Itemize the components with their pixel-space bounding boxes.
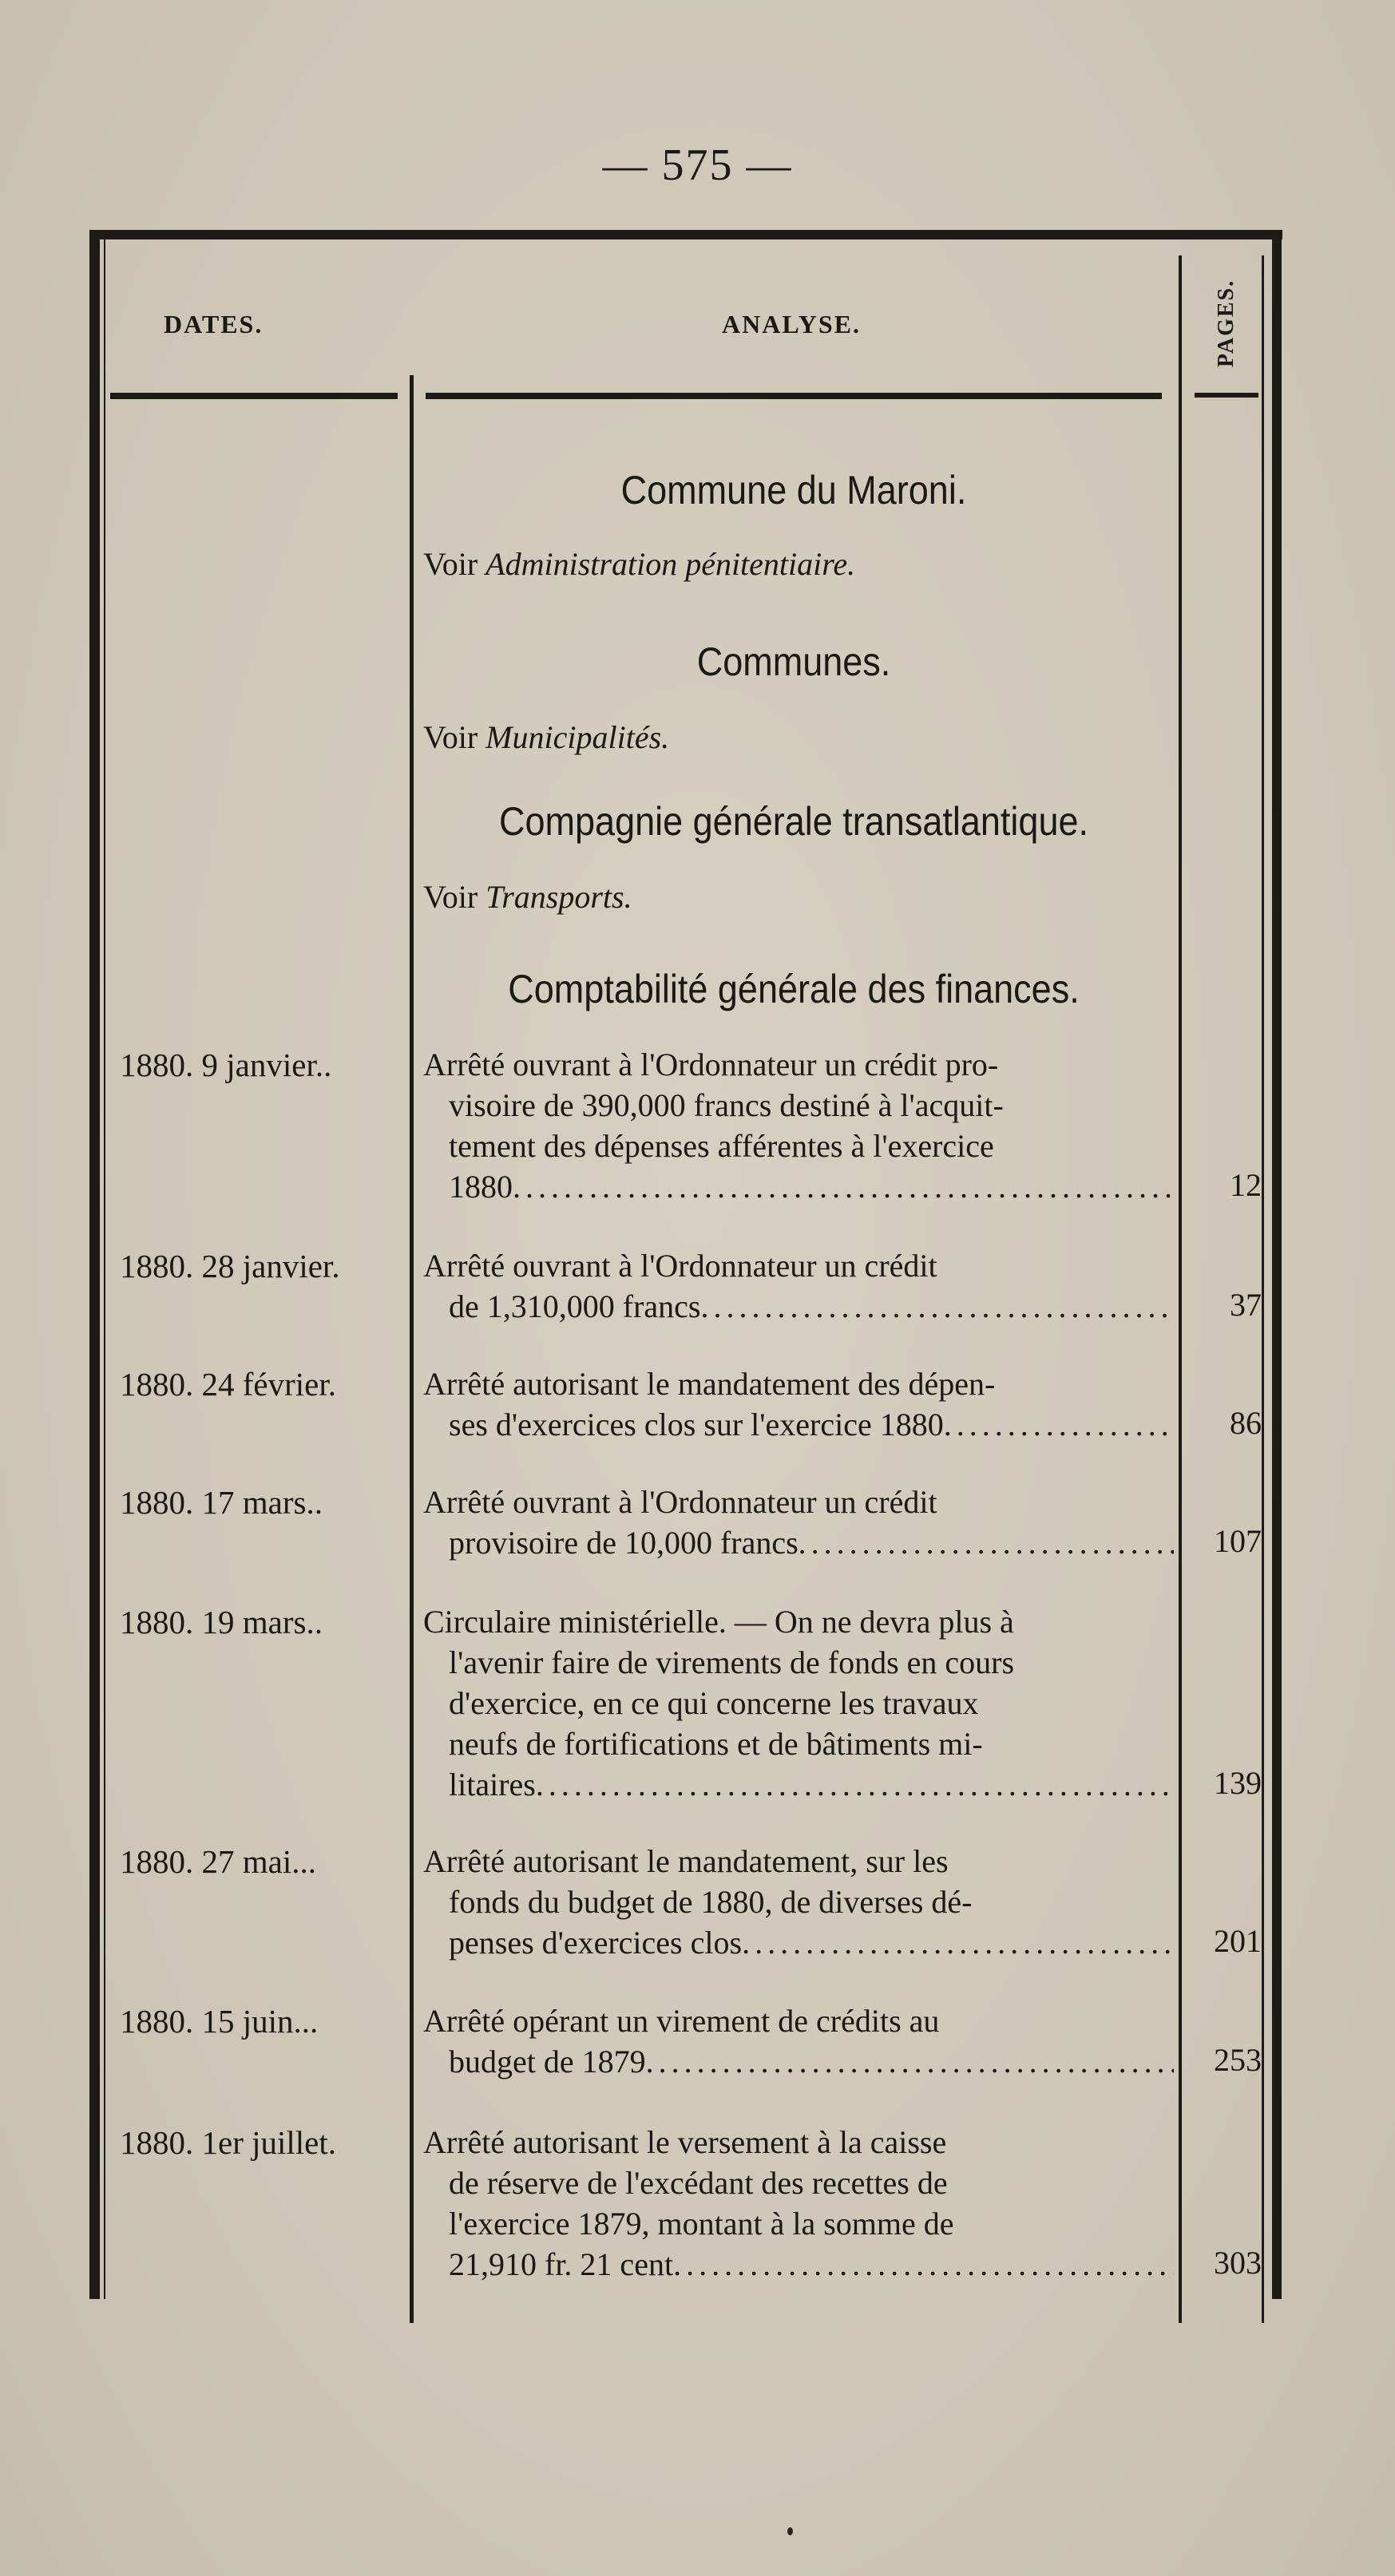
dot-leader (536, 1764, 1174, 1805)
entry-line-end: budget de 1879 (449, 2044, 646, 2079)
entry-line: Arrêté autorisant le versement à la caisse (423, 2124, 947, 2160)
see-also-reference: Administration pénitentiaire. (485, 546, 856, 582)
analyse-column-rule (1179, 255, 1182, 2323)
entry-last-line (423, 1404, 1174, 1445)
dates-header-rule (110, 393, 398, 399)
entry-line-end: 1880 (449, 1169, 513, 1205)
entry-line: Arrêté ouvrant à l'Ordonnateur un crédit (423, 1248, 937, 1284)
entry-date: 1880. 1er juillet. (120, 2124, 337, 2161)
entry-line: Arrêté opérant un virement de crédits au (423, 2003, 940, 2039)
entry-last-line (423, 1764, 1174, 1805)
entry-date: 1880. 19 mars.. (120, 1604, 323, 1640)
section-title: Compagnie générale transatlantique. (499, 799, 1088, 844)
entry-date: 1880. 28 janvier. (120, 1248, 340, 1284)
column-header-pages (1211, 263, 1242, 383)
entry-page: 12 (1230, 1167, 1262, 1203)
entry-last-line (423, 1922, 1174, 1963)
entry-line: de réserve de l'excédant des recettes de (449, 2165, 948, 2201)
entry-analysis (423, 1245, 1174, 1327)
entry-line: Arrêté ouvrant à l'Ordonnateur un crédit (423, 1484, 937, 1520)
entry-analysis (423, 2000, 1174, 2082)
see-also (423, 878, 632, 916)
section-title: Comptabilité générale des finances. (508, 967, 1080, 1011)
entry-line: l'exercice 1879, montant à la somme de (449, 2206, 954, 2242)
entry-page: 37 (1230, 1287, 1262, 1323)
entry-analysis (423, 1482, 1174, 1563)
dot-leader (742, 1922, 1174, 1963)
dot-leader (673, 2244, 1174, 2285)
entry-page: 201 (1214, 1923, 1262, 1959)
entry-line: Arrêté autorisant le mandatement, sur les (423, 1843, 949, 1879)
entry-analysis (423, 1044, 1174, 1207)
entry-line: Arrêté ouvrant à l'Ordonnateur un crédit pro- (423, 1047, 999, 1082)
dates-column-rule (410, 375, 414, 2323)
column-header-analyse: ANALYSE. (722, 310, 861, 338)
entry-page: 253 (1214, 2042, 1262, 2078)
entry-line-end: penses d'exercices clos (449, 1925, 743, 1961)
dot-leader (513, 1166, 1174, 1207)
table-top-border (89, 230, 1282, 239)
entry-page: 139 (1214, 1765, 1262, 1801)
entry-line-end: 21,910 fr. 21 cent (449, 2246, 674, 2282)
entry-line: d'exercice, en ce qui concerne les travaux (449, 1685, 979, 1721)
dot-leader (646, 2041, 1174, 2082)
entry-line: fonds du budget de 1880, de diverses dé- (449, 1884, 973, 1920)
see-also-prefix: Voir (423, 719, 478, 755)
entry-line: Circulaire ministérielle. — On ne devra plus à (423, 1604, 1014, 1640)
entry-page: 86 (1230, 1405, 1262, 1441)
analyse-header-rule (426, 393, 1162, 399)
entry-analysis (423, 1601, 1174, 1805)
entry-last-line (423, 2041, 1174, 2082)
column-header-dates: DATES. (164, 310, 264, 338)
entry-date: 1880. 9 janvier.. (120, 1047, 332, 1083)
entry-line: neufs de fortifications et de bâtiments mi- (449, 1726, 983, 1762)
entry-line: visoire de 390,000 francs destiné à l'acquit- (449, 1087, 1004, 1123)
entry-page: 107 (1214, 1523, 1262, 1559)
dot-leader (944, 1404, 1174, 1445)
section-title: Commune du Maroni. (620, 468, 967, 512)
entry-line: Arrêté autorisant le mandatement des dépen- (423, 1366, 996, 1402)
entry-last-line (423, 1166, 1174, 1207)
see-also (423, 718, 669, 756)
entry-line-end: ses d'exercices clos sur l'exercice 1880 (449, 1407, 944, 1442)
column-header-pages-label: PAGES. (1214, 279, 1238, 368)
entry-line: tement des dépenses afférentes à l'exercice (449, 1128, 994, 1164)
see-also (423, 545, 855, 583)
entry-date: 1880. 24 février. (120, 1366, 336, 1403)
table-left-inner-rule (104, 239, 105, 2299)
entry-line-end: provisoire de 10,000 francs (449, 1525, 799, 1561)
entry-line-end: litaires (449, 1767, 536, 1802)
entry-last-line (423, 2244, 1174, 2285)
entry-date: 1880. 15 juin... (120, 2003, 319, 2040)
dot-leader (799, 1522, 1174, 1563)
table-left-border (89, 230, 100, 2299)
ink-speck (787, 2527, 793, 2535)
table-right-border (1272, 230, 1282, 2299)
entry-analysis (423, 2122, 1174, 2285)
entry-last-line (423, 1286, 1174, 1327)
section-title: Communes. (696, 639, 891, 684)
see-also-prefix: Voir (423, 546, 478, 582)
page-number: — 575 — (602, 140, 793, 190)
see-also-reference: Transports. (485, 879, 632, 915)
entry-analysis (423, 1363, 1174, 1445)
pages-header-rule (1195, 393, 1258, 398)
entry-analysis (423, 1841, 1174, 1963)
entry-page: 303 (1214, 2245, 1262, 2281)
entry-date: 1880. 17 mars.. (120, 1484, 323, 1521)
entry-line-end: de 1,310,000 francs (449, 1288, 701, 1324)
entry-last-line (423, 1522, 1174, 1563)
pages-column-rule (1262, 255, 1264, 2323)
see-also-reference: Municipalités. (485, 719, 670, 755)
see-also-prefix: Voir (423, 879, 478, 915)
dot-leader (700, 1286, 1174, 1327)
entry-date: 1880. 27 mai... (120, 1843, 316, 1880)
entry-line: l'avenir faire de virements de fonds en cours (449, 1644, 1015, 1680)
